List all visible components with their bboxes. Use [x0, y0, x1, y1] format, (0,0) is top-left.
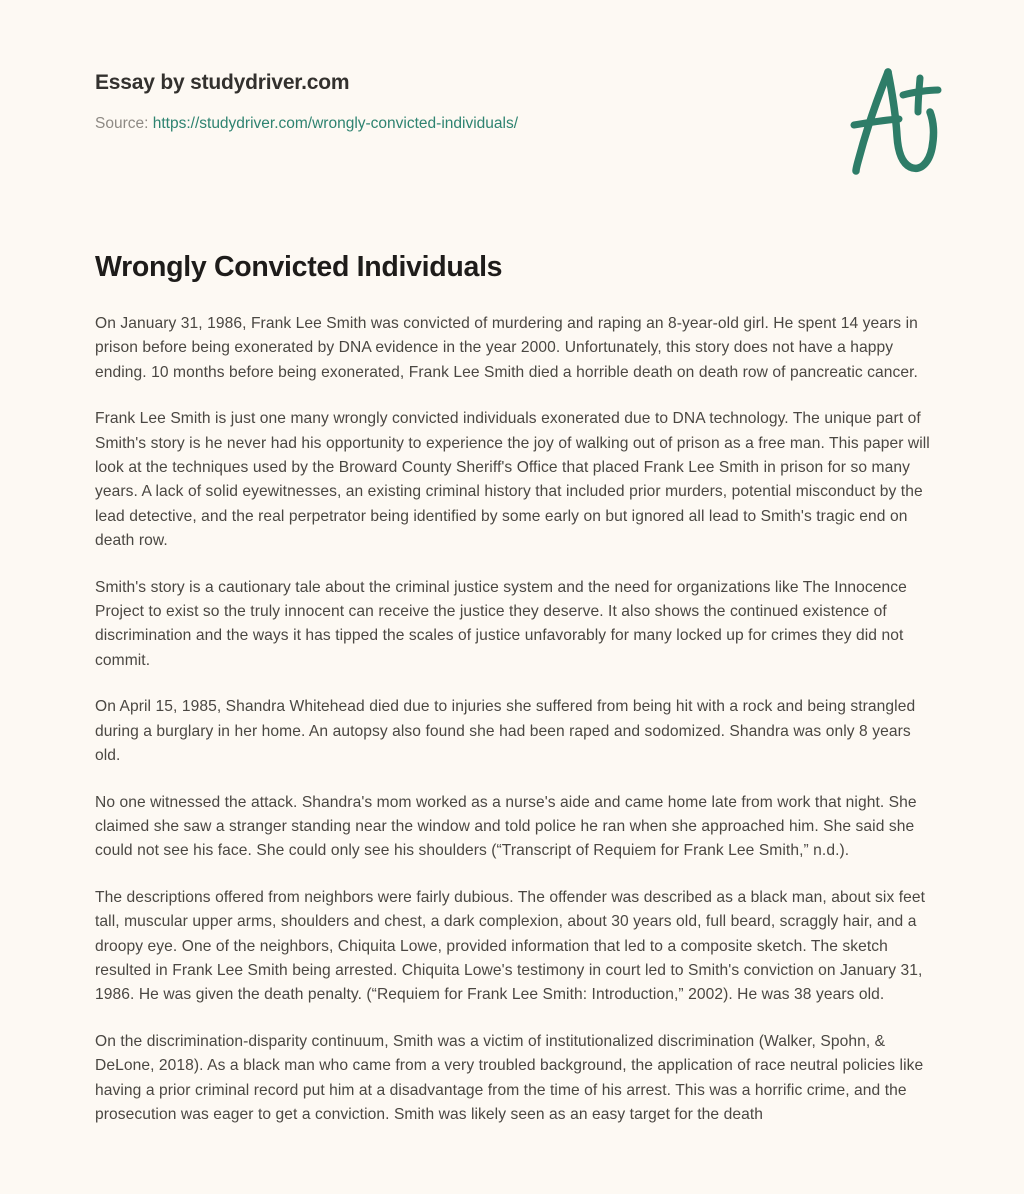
source-line	[95, 114, 964, 134]
article	[95, 248, 933, 1127]
article-title: Wrongly Convicted Individuals	[95, 251, 503, 283]
paragraph: On the discrimination-disparity continuum, Smith was a victim of institutionalized discrimination (Walker, Spohn, & DeLone, 2018). As a black man who came from a very troubled background, the application of race neutral policies like having a prior criminal record put him at a disadvantage from the time of his arrest. This was a horrific crime, and the prosecution was eager to get a conviction. Smith was likely seen as an easy target for the death	[95, 1032, 924, 1123]
page-title: Essay by studydriver.com	[95, 71, 350, 94]
source-label: Source:	[95, 115, 149, 132]
paragraph: No one witnessed the attack. Shandra's mom worked as a nurse's aide and came home late from work that night. She claimed she saw a stranger standing near the window and told police he ran when she approached him. She said she could not see his face. She could only see his shoulders (“Transcript of Requiem for Frank Lee Smith,” n.d.).	[95, 793, 917, 860]
paragraph: The descriptions offered from neighbors were fairly dubious. The offender was described as a black man, about six feet tall, muscular upper arms, shoulders and chest, a dark complexion, about 30 years old, full beard, scraggly hair, and a droopy eye. One of the neighbors, Chiquita Lowe, provided information that led to a composite sketch. The sketch resulted in Frank Lee Smith being arrested. Chiquita Lowe's testimony in court led to Smith's conviction on January 31, 1986. He was given the death penalty. (“Requiem for Frank Lee Smith: Introduction,” 2002). He was 38 years old.	[95, 888, 926, 1004]
source-url-link[interactable]: https://studydriver.com/wrongly-convicted-individuals/	[152, 115, 518, 132]
paragraph: Smith's story is a cautionary tale about the criminal justice system and the need for organizations like The Innocence Project to exist so the truly innocent can receive the justice they deserve. It also shows the continued existence of discrimination and the ways it has tipped the scales of justice unfavorably for many locked up for crimes they did not commit.	[95, 578, 907, 669]
document-header	[95, 70, 964, 180]
paragraph: Frank Lee Smith is just one many wrongly convicted individuals exonerated due to DNA technology. The unique part of Smith's story is he never had his opportunity to experience the joy of walking out of prison as a free man. This paper will look at the techniques used by the Broward County Sheriff's Office that placed Frank Lee Smith in prison for so many years. A lack of solid eyewitnesses, an existing criminal history that included prior murders, potential misconduct by the lead detective, and the real perpetrator being identified by some early on but ignored all lead to Smith's tragic end on death row.	[95, 410, 930, 550]
paragraph: On April 15, 1985, Shandra Whitehead died due to injuries she suffered from being hit with a rock and being strangled during a burglary in her home. An autopsy also found she had been raped and sodomized. Shandra was only 8 years old.	[95, 698, 916, 765]
paragraph: On January 31, 1986, Frank Lee Smith was convicted of murdering and raping an 8-year-old girl. He spent 14 years in prison before being exonerated by DNA evidence in the year 2000. Unfortunately, this story does not have a happy ending. 10 months before being exonerated, Frank Lee Smith died a horrible death on death row of pancreatic cancer.	[95, 315, 918, 381]
a-plus-logo-icon	[840, 62, 958, 180]
article-body	[95, 312, 933, 1127]
